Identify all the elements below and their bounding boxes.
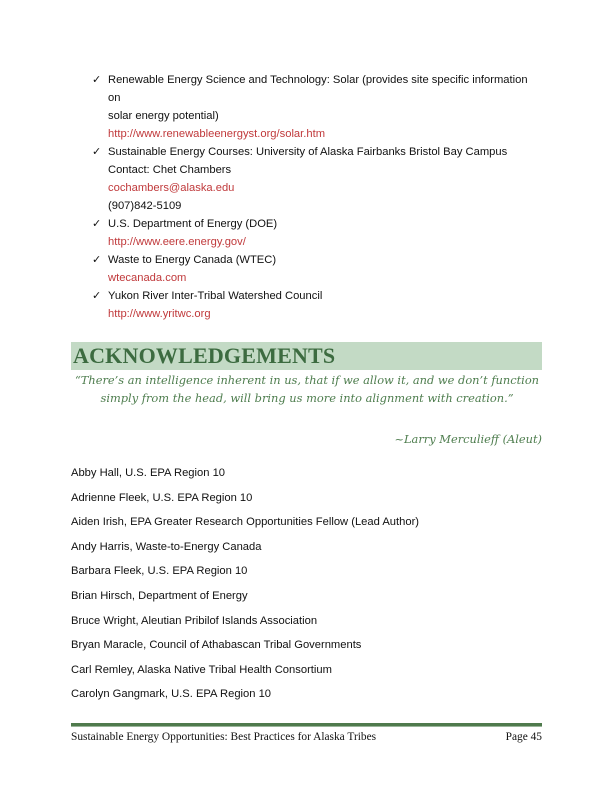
resource-link[interactable]: cochambers@alaska.edu [108, 182, 235, 194]
acknowledgement-name: Carolyn Gangmark, U.S. EPA Region 10 [71, 688, 272, 701]
resource-item [92, 71, 542, 143]
acknowledgement-name: Barbara Fleek, U.S. EPA Region 10 [71, 565, 248, 578]
acknowledgement-name: Brian Hirsch, Department of Energy [71, 589, 248, 602]
resource-text: Contact: Chet Chambers [108, 164, 232, 176]
acknowledgement-name: Bruce Wright, Aleutian Pribilof Islands Association [71, 614, 318, 627]
resource-text: Renewable Energy Science and Technology: Solar (provides site specific information on [108, 74, 528, 104]
resource-list [92, 71, 542, 323]
checkmark-icon: ✓ [92, 74, 102, 86]
epigraph-quote: “There’s an intelligence inherent in us, that if we allow it, and we don’t function simply from the head, will bring us more into alignment with creation.” [74, 373, 540, 405]
footer-rule [71, 723, 542, 727]
resource-text: Sustainable Energy Courses: University of Alaska Fairbanks Bristol Bay Campus [108, 146, 508, 158]
acknowledgement-name: Aiden Irish, EPA Greater Research Opportunities Fellow (Lead Author) [71, 516, 420, 529]
resource-text: Waste to Energy Canada (WTEC) [108, 254, 277, 266]
resource-text: solar energy potential) [108, 110, 219, 122]
resource-link[interactable]: http://www.eere.energy.gov/ [108, 236, 246, 248]
acknowledgement-name: Adrienne Fleek, U.S. EPA Region 10 [71, 491, 253, 504]
resource-item [92, 215, 542, 251]
acknowledgement-name: Andy Harris, Waste-to-Energy Canada [71, 540, 262, 553]
resource-item [92, 287, 542, 323]
resource-link[interactable]: wtecanada.com [108, 272, 187, 284]
resource-link[interactable]: http://www.renewableenergyst.org/solar.htm [108, 128, 326, 140]
footer-title: Sustainable Energy Opportunities: Best Practices for Alaska Tribes [71, 731, 377, 743]
resource-item [92, 143, 542, 215]
checkmark-icon: ✓ [92, 254, 102, 266]
resource-link[interactable]: http://www.yritwc.org [108, 308, 211, 320]
resource-text: U.S. Department of Energy (DOE) [108, 218, 278, 230]
acknowledgement-name: Abby Hall, U.S. EPA Region 10 [71, 467, 226, 479]
resource-phone: (907)842-5109 [108, 200, 182, 212]
resource-item [92, 251, 542, 287]
acknowledgement-list [71, 466, 419, 712]
acknowledgement-name: Bryan Maracle, Council of Athabascan Tribal Governments [71, 639, 362, 652]
checkmark-icon: ✓ [92, 146, 102, 158]
acknowledgement-name: Carl Remley, Alaska Native Tribal Health Consortium [71, 663, 332, 676]
quote-attribution: ~Larry Merculieff (Aleut) [394, 432, 542, 446]
checkmark-icon: ✓ [92, 218, 102, 230]
section-heading: ACKNOWLEDGEMENTS [73, 343, 336, 368]
checkmark-icon: ✓ [92, 290, 102, 302]
resource-text: Yukon River Inter-Tribal Watershed Council [108, 290, 323, 302]
page-number: Page 45 [505, 731, 542, 743]
